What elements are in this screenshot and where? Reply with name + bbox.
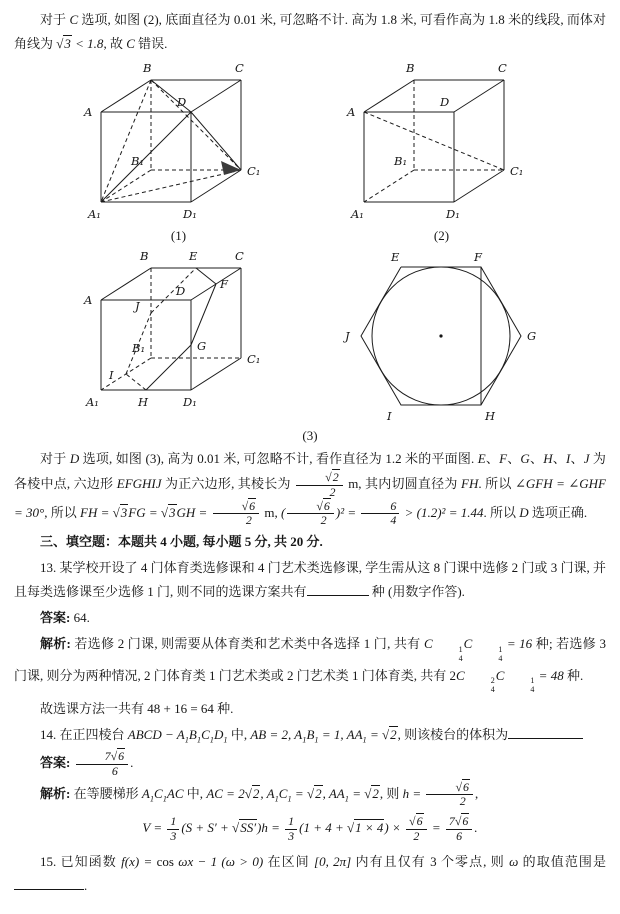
vertex-label-C1: C₁ xyxy=(510,164,524,179)
vertex-label-D1: D₁ xyxy=(183,207,197,222)
figure-row-1 xyxy=(14,58,606,244)
vertex-label-B1: B₁ xyxy=(132,341,146,356)
vertex-label-B: B xyxy=(140,249,149,264)
cube-2-drawing xyxy=(339,58,544,228)
vertex-label-C1: C₁ xyxy=(247,352,261,367)
analysis-13-conclusion: 故选课方法一共有 48 + 16 = 64 种. xyxy=(40,700,234,716)
vertex-label-B: B xyxy=(406,61,415,76)
hex-label-G: G xyxy=(527,329,537,344)
vertex-label-D: D xyxy=(176,284,186,299)
vertex-label-B1: B₁ xyxy=(394,154,408,169)
hex-label-F: F xyxy=(474,250,482,265)
cube-1-drawing xyxy=(76,58,281,228)
vertex-label-A: A xyxy=(347,105,356,120)
vertex-label-C: C xyxy=(235,249,244,264)
vertex-label-A1: A₁ xyxy=(86,395,99,410)
figure-cube-3 xyxy=(76,246,281,418)
vertex-label-D: D xyxy=(177,95,187,110)
midpoint-label-F: F xyxy=(220,277,228,292)
answer-14: 答案: $\frac{7√6}{6}$ . xyxy=(40,749,134,778)
vertex-label-B: B xyxy=(143,61,152,76)
vertex-label-D1: D₁ xyxy=(183,395,197,410)
cube-2-visible-edges xyxy=(364,80,504,202)
hexagon-section-hidden-edges xyxy=(126,268,196,390)
shaded-triangle xyxy=(221,161,241,175)
vertex-label-A1: A₁ xyxy=(88,207,101,222)
answer-13: 答案: 64. xyxy=(40,610,90,626)
vertex-label-D1: D₁ xyxy=(446,207,460,222)
paragraph-option-d: 对于 D 选项, 如图 (3), 高为 0.01 米, 可忽略不计, 看作直径为 1.2 米的平面图. E、F、G、H、I、J 为各棱中点, 六边形 EFGHIJ 为正六边形, 其棱长为 $\frac{√2}{2}$ m, 其内切圆直径为 FH. 所以 ∠GFH = ∠GHF = 30°, 所以 FH = √3FG = √3GH = $\frac{√6}{2}$ m, ( $\frac{√6}{2}$ )² = $\frac{6}{4}$ > (1.2)² = 1.44. 所以 D 选项正确. xyxy=(14,450,606,528)
section-header: 三、填空题：本题共 4 小题, 每小题 5 分, 共 20 分. xyxy=(40,533,323,549)
cube-2-body-diagonal xyxy=(364,112,504,170)
midpoint-label-E: E xyxy=(189,249,198,264)
formula-14: V = $\frac{1}{3}$ (S + S′ + √SS′)h = $\frac{1}{3}$ (1 + 4 + √1 × 4) × $\frac{√6}{2}$ = $\frac{7√6}{6}$ . xyxy=(142,814,478,843)
figure-1-caption: (1) xyxy=(170,228,187,244)
figure-row-2 xyxy=(14,246,606,428)
hex-label-I: I xyxy=(387,409,392,424)
question-14: 14. 在正四棱台 ABCD − $A_1B_1C_1D_1$ 中, AB = 2, $A_1B_1 = 1$, $AA_1 = √2$, 则该棱台的体积为 xyxy=(14,723,606,748)
midpoint-label-I: I xyxy=(109,368,114,383)
paragraph-option-c: 对于 C 选项, 如图 (2), 底面直径为 0.01 米, 可忽略不计. 高为 1.8 米, 可看作高为 1.8 米的线段, 而体对角线为 √3 < 1.8, 故 C 错误. xyxy=(14,12,606,52)
figure-2-caption: (2) xyxy=(433,228,450,244)
cube-1-visible-edges xyxy=(101,80,241,202)
figure-cube-2 xyxy=(339,58,544,244)
midpoint-label-J: J xyxy=(135,299,140,314)
hexagon-drawing xyxy=(339,246,544,428)
hex-label-J: J xyxy=(345,329,350,344)
midpoint-label-G: G xyxy=(197,339,207,354)
cube-3-drawing xyxy=(76,246,281,418)
vertex-label-A1: A₁ xyxy=(351,207,364,222)
vertex-label-A: A xyxy=(84,293,93,308)
figure-hexagon xyxy=(339,246,544,428)
vertex-label-B1: B₁ xyxy=(131,154,145,169)
hex-label-H: H xyxy=(485,409,496,424)
figure-3-caption: (3) xyxy=(302,428,318,444)
hex-label-E: E xyxy=(391,250,400,265)
analysis-13: 解析: 若选修 2 门课, 则需要从体育类和艺术类中各选择 1 门, 共有 C 1 4 C 1 4 = 16 种; 若选修 3 门课, 则分为两种情况, 2 门体育类 1 门艺术类或 2 门艺术类 1 门体育类, 共有 2C 2 4 C 1 4 = 48 种. xyxy=(14,636,606,694)
question-15: 15. 已知函数 f(x) = cos ωx − 1 (ω > 0) 在区间 [0, 2π] 内有且仅有 3 个零点, 则 ω 的取值范围是. xyxy=(14,850,606,898)
question-13: 13. 某学校开设了 4 门体育类选修课和 4 门艺术类选修课, 学生需从这 8 门课中选修 2 门或 3 门课, 并且每类选修课至少选修 1 门, 则不同的选课方案共有 种 (用数字作答). xyxy=(14,560,606,600)
vertex-label-A: A xyxy=(84,105,93,120)
midpoint-label-H: H xyxy=(138,395,149,410)
vertex-label-C1: C₁ xyxy=(247,164,261,179)
vertex-label-C: C xyxy=(498,61,507,76)
figure-cube-1 xyxy=(76,58,281,244)
hexagon-center-dot xyxy=(439,334,442,337)
vertex-label-C: C xyxy=(235,61,244,76)
vertex-label-D: D xyxy=(440,95,450,110)
analysis-14: 解析: 在等腰梯形 $A_1C_1AC$ 中, AC = 2√2, $A_1C_1 = √2$, $AA_1 = √2$, 则 h = $\frac{√6}{2}$ , xyxy=(40,779,479,809)
